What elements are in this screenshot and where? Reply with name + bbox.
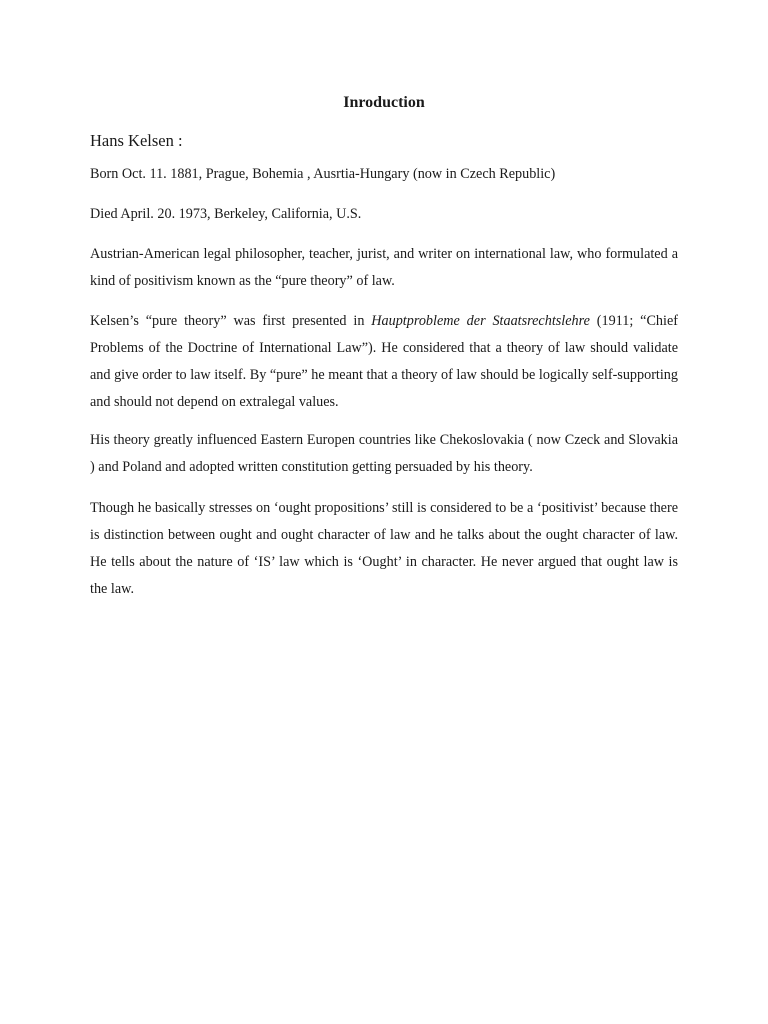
page-title: Inroduction	[343, 94, 425, 111]
died-paragraph: Died April. 20. 1973, Berkeley, California, U.S.	[90, 206, 362, 222]
influence-paragraph: His theory greatly influenced Eastern Europen countries like Chekoslovakia ( now Czeck and Slovakia ) and Poland and adopted written constitution getting persuaded by his theory.	[90, 432, 678, 475]
book-title: Hauptprobleme der Staatsrechtslehre	[371, 313, 590, 329]
pure-theory-paragraph	[90, 308, 678, 416]
pure-theory-text-start: Kelsen’s “pure theory” was first presented in	[90, 313, 372, 329]
born-paragraph: Born Oct. 11. 1881, Prague, Bohemia , Ausrtia-Hungary (now in Czech Republic)	[90, 166, 556, 182]
section-heading: Hans Kelsen :	[90, 131, 183, 150]
ought-paragraph: Though he basically stresses on ‘ought propositions’ still is considered to be a ‘positivist’ because there is distinction between ought and ought character of law and he talks about the ought character of law. He tells about the nature of ‘IS’ law which is ‘Ought’ in character. He never argued that ought law is the law.	[90, 500, 678, 597]
pure-theory-text-end: (1911; “Chief Problems of the Doctrine of International Law”). He considered that a theory of law should validate and give order to law itself. By “pure” he meant that a theory of law should be logically self-supporting and should not depend on extralegal values.	[90, 313, 678, 410]
description-paragraph: Austrian-American legal philosopher, teacher, jurist, and writer on international law, who formulated a kind of positivism known as the “pure theory” of law.	[90, 246, 678, 289]
